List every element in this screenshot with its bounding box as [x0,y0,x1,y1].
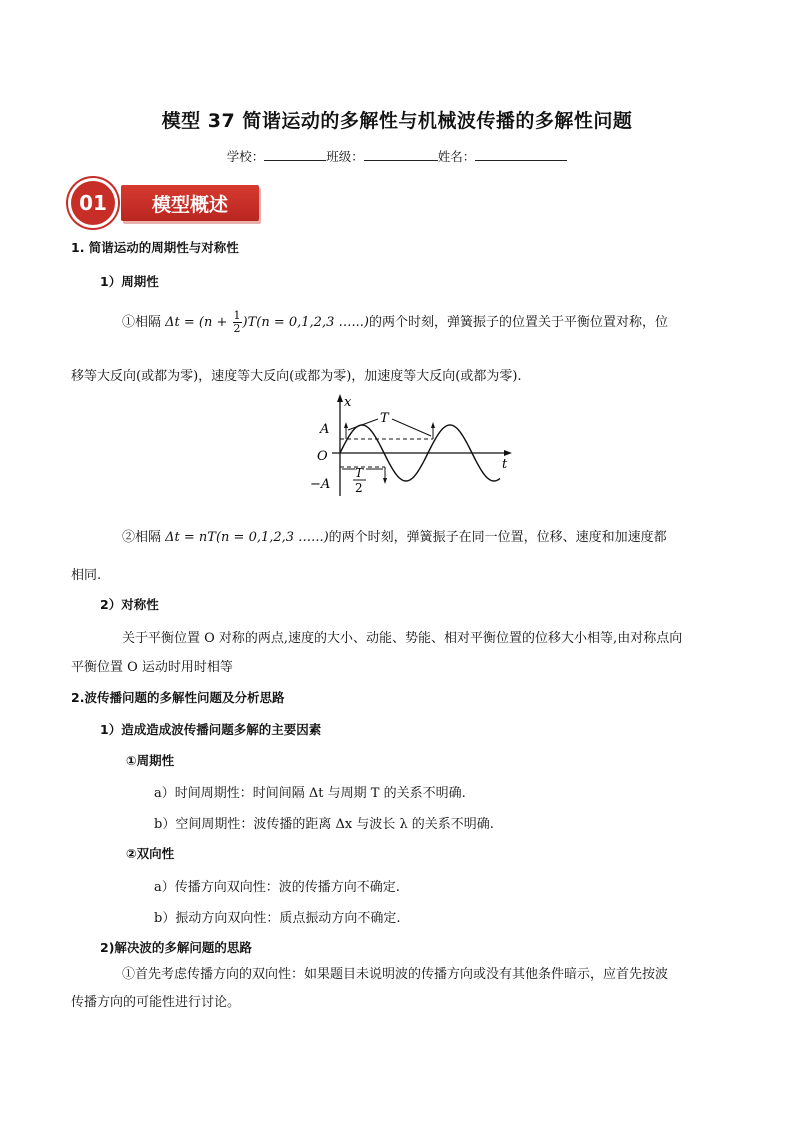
half-period-numerator: T [355,466,364,480]
section-badge [71,181,261,225]
origin-label: O [317,449,328,464]
item-space-periodicity: b）空间周期性：波传播的距离 Δx 与波长 λ 的关系不明确. [154,817,494,832]
class-blank [364,148,438,161]
school-blank [264,148,326,161]
heading-2: 2.波传播问题的多解性问题及分析思路 [71,690,285,705]
item-time-periodicity: a）时间周期性：时间间隔 Δt 与周期 T 的关系不明确. [154,786,466,801]
math-dt: Δt = (n + [165,315,232,330]
negative-amplitude-label: −A [310,477,331,492]
text-segment: 的两个时刻，弹簧振子的位置关于平衡位置对称，位 [368,315,668,330]
subheading-periodicity: 1）周期性 [100,274,159,289]
para-approach-line1: ①首先考虑传播方向的双向性：如果题目未说明波的传播方向或没有其他条件暗示，应首先按波 [122,967,669,982]
para-symmetry-line2: 平衡位置 O 运动时用时相等 [71,660,233,675]
para-approach-line2: 传播方向的可能性进行讨论。 [71,995,241,1010]
para-symmetry-line1: 关于平衡位置 O 对称的两点,速度的大小、动能、势能、相对平衡位置的位移大小相等,由对称点向 [122,631,683,646]
arrow-up-icon [344,422,348,428]
math-dt-nT: Δt = nT(n = 0,1,2,3 …...) [165,530,329,545]
arrow-up-icon [431,422,435,428]
class-label: 班级： [326,149,364,164]
x-axis-arrow-icon [337,394,343,402]
name-blank [475,148,567,161]
item-propagation-direction: a）传播方向双向性：波的传播方向不确定. [154,880,400,895]
item-periodicity: ①周期性 [126,753,175,768]
period-pointer-left [348,419,378,430]
text-segment: 的两个时刻，弹簧振子在同一位置，位移、速度和加速度都 [328,530,667,545]
item-bidirectionality: ②双向性 [126,846,175,861]
fraction-numerator: 1 [233,309,241,322]
section-label: 模型概述 [121,185,259,221]
section-number: 01 [71,181,115,225]
school-label: 学校： [226,149,265,164]
half-period-denominator: 2 [355,481,363,495]
t-axis-arrow-icon [504,450,512,456]
arrow-down-icon [383,478,387,484]
page-title: 模型 37 简谐运动的多解性与机械波传播的多解性问题 [161,110,633,132]
text-segment: ②相隔 [122,530,162,545]
x-axis-label: x [344,395,352,410]
t-axis-label: t [502,457,508,472]
subheading-symmetry: 2）对称性 [100,597,159,612]
period-label: T [380,411,389,426]
para-periodicity-line1 [122,310,668,335]
text-segment: ①相隔 [122,315,162,330]
student-info-line [0,147,794,165]
heading-1: 1. 简谐运动的周期性与对称性 [71,240,239,255]
math-rest: )T(n = 0,1,2,3 …...) [242,315,369,330]
subheading-approach: 2)解决波的多解问题的思路 [100,940,252,955]
item-vibration-direction: b）振动方向双向性：质点振动方向不确定. [154,911,401,926]
fraction-half [233,310,242,335]
fraction-denominator: 2 [233,322,241,335]
para-periodicity-line2: 移等大反向(或都为零)，速度等大反向(或都为零)，加速度等大反向(或都为零). [71,369,522,384]
shm-graph [300,392,520,502]
amplitude-label: A [320,422,330,437]
subheading-factors: 1）造成造成波传播问题多解的主要因素 [100,722,322,737]
para-same-position-line1 [122,526,667,545]
para-same-position-line2: 相同. [71,568,102,583]
name-label: 姓名： [437,149,476,164]
period-pointer-right [392,419,431,436]
